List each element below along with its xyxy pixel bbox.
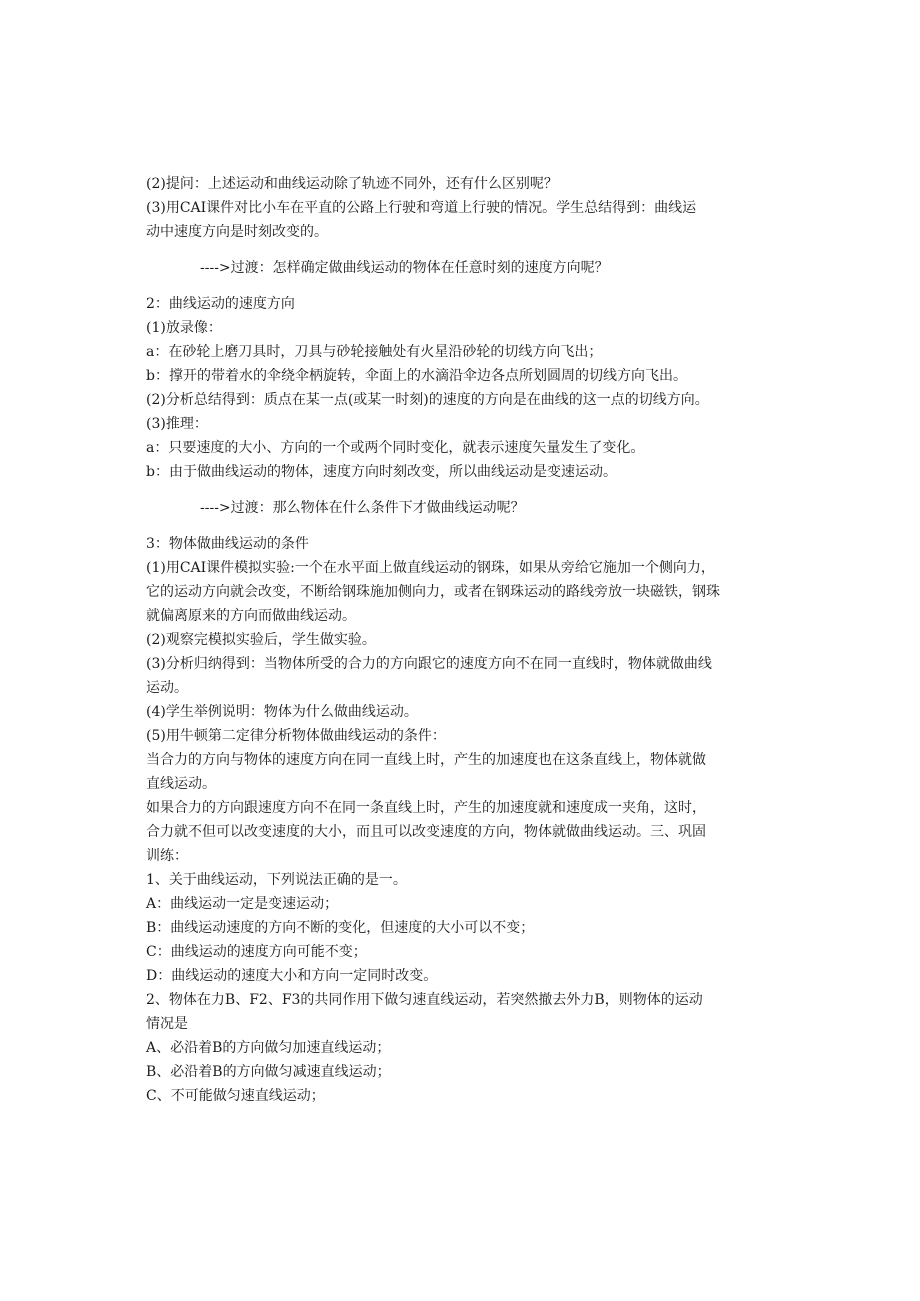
text-line: 直线运动。 — [146, 776, 216, 792]
spacer — [146, 280, 786, 292]
text-line: (3)分析归纳得到：当物体所受的合力的方向跟它的速度方向不在同一直线时，物体就做曲线 — [146, 656, 712, 672]
option-line: D：曲线运动的速度大小和方向一定同时改变。 — [146, 968, 438, 984]
question-line: 2、物体在力B、F2、F3的共同作用下做匀速直线运动，若突然撤去外力B，则物体的运动 — [146, 992, 703, 1008]
transition-line: ---->过渡：怎样确定做曲线运动的物体在任意时刻的速度方向呢？ — [200, 260, 609, 276]
text-line: 合力就不但可以改变速度的大小，而且可以改变速度的方向，物体就做曲线运动。三、巩固 — [146, 824, 706, 840]
text-line: a：只要速度的大小、方向的一个或两个同时变化，就表示速度矢量发生了变化。 — [146, 440, 645, 456]
text-line: (1)放录像： — [146, 320, 222, 336]
question-line: 1、关于曲线运动，下列说法正确的是一。 — [146, 872, 407, 888]
option-line: C：曲线运动的速度方向可能不变； — [146, 944, 367, 960]
text-line: 它的运动方向就会改变，不断给钢珠施加侧向力，或者在钢珠运动的路线旁放一块磁铁，钢珠 — [146, 584, 720, 600]
option-line: C、不可能做匀速直线运动； — [146, 1088, 325, 1104]
text-line: 动中速度方向是时刻改变的。 — [146, 224, 328, 240]
text-line: b：撑开的带着水的伞绕伞柄旋转，伞面上的水滴沿伞边各点所划圆周的切线方向飞出。 — [146, 368, 687, 384]
option-line: A：曲线运动一定是变速运动； — [146, 896, 339, 912]
spacer — [146, 520, 786, 532]
text-line: (4)学生举例说明：物体为什么做曲线运动。 — [146, 704, 418, 720]
text-line: (1)用CAI课件模拟实验:一个在水平面上做直线运动的钢珠，如果从旁给它施加一个侧向力， — [146, 560, 715, 576]
text-line: (2)观察完模拟实验后，学生做实验。 — [146, 632, 376, 648]
text-line: a：在砂轮上磨刀具时，刀具与砂轮接触处有火星沿砂轮的切线方向飞出； — [146, 344, 603, 360]
option-line: B：曲线运动速度的方向不断的变化，但速度的大小可以不变； — [146, 920, 535, 936]
spacer — [146, 244, 786, 256]
option-line: A、必沿着B的方向做匀加速直线运动； — [146, 1040, 391, 1056]
text-line: 如果合力的方向跟速度方向不在同一条直线上时，产生的加速度就和速度成一夹角，这时， — [146, 800, 706, 816]
document-body — [146, 172, 786, 1108]
text-line: (3)用CAI课件对比小车在平直的公路上行驶和弯道上行驶的情况。学生总结得到：曲线运 — [146, 200, 697, 216]
section-heading: 2：曲线运动的速度方向 — [146, 296, 295, 312]
text-line: b：由于做曲线运动的物体，速度方向时刻改变，所以曲线运动是变速运动。 — [146, 464, 617, 480]
option-line: B、必沿着B的方向做匀减速直线运动； — [146, 1064, 391, 1080]
section-heading: 3：物体做曲线运动的条件 — [146, 536, 309, 552]
spacer — [146, 484, 786, 496]
transition-line: ---->过渡：那么物体在什么条件下才做曲线运动呢？ — [200, 500, 525, 516]
text-line: 训练： — [146, 848, 188, 864]
text-line: 就偏离原来的方向而做曲线运动。 — [146, 608, 356, 624]
text-line: 运动。 — [146, 680, 188, 696]
text-line: (5)用牛顿第二定律分析物体做曲线运动的条件： — [146, 728, 446, 744]
text-line: (3)推理： — [146, 416, 208, 432]
text-line: (2)提问：上述运动和曲线运动除了轨迹不同外，还有什么区别呢？ — [146, 176, 558, 192]
text-line: 当合力的方向与物体的速度方向在同一直线上时，产生的加速度也在这条直线上，物体就做 — [146, 752, 706, 768]
text-line: (2)分析总结得到：质点在某一点(或某一时刻)的速度的方向是在曲线的这一点的切线方向。 — [146, 392, 709, 408]
question-line: 情况是 — [146, 1016, 188, 1032]
